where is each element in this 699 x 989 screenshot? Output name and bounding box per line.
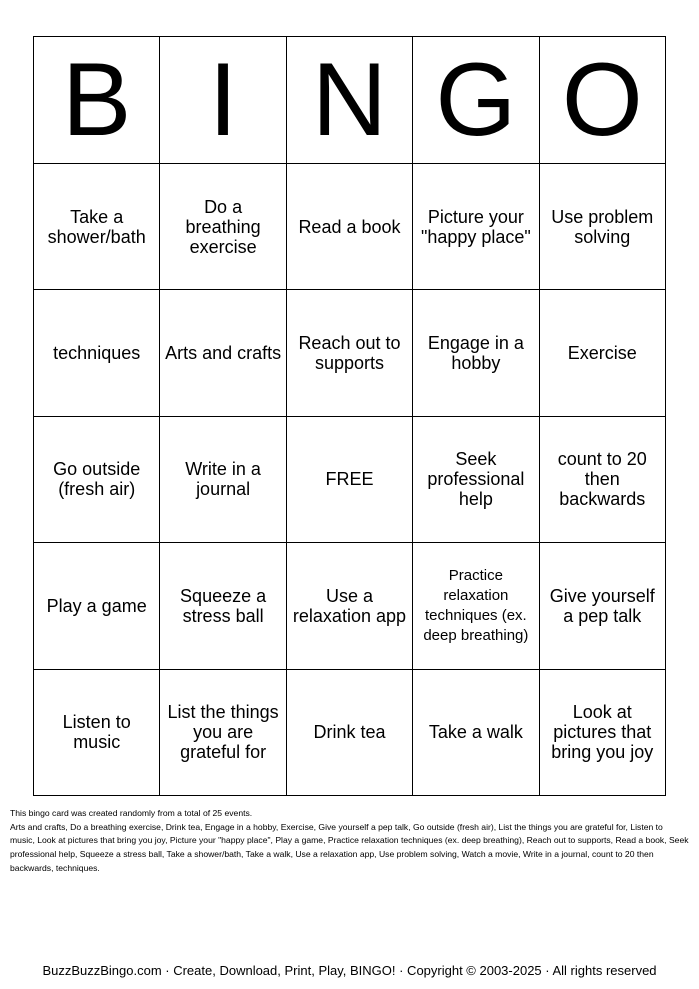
bingo-cell: Exercise (539, 290, 665, 416)
bingo-cell: Listen to music (34, 669, 160, 795)
bingo-row (34, 290, 666, 416)
bingo-cell: Give yourself a pep talk (539, 543, 665, 669)
bingo-cell: Engage in a hobby (413, 290, 539, 416)
bingo-cell: Look at pictures that bring you joy (539, 669, 665, 795)
bingo-cell: Play a game (34, 543, 160, 669)
bingo-cell: Take a shower/bath (34, 164, 160, 290)
bingo-card (33, 36, 666, 796)
bingo-cell: Arts and crafts (160, 290, 286, 416)
bingo-cell: List the things you are grateful for (160, 669, 286, 795)
bingo-cell: Practice relaxation techniques (ex. deep breathing) (413, 543, 539, 669)
bingo-cell: Drink tea (286, 669, 412, 795)
card-footnote (10, 807, 690, 876)
bingo-cell: Use a relaxation app (286, 543, 412, 669)
header-letter-i: I (160, 37, 286, 164)
bingo-row (34, 669, 666, 795)
bingo-row (34, 416, 666, 542)
bingo-header-row (34, 37, 666, 164)
bingo-cell: Do a breathing exercise (160, 164, 286, 290)
bingo-cell: Picture your "happy place" (413, 164, 539, 290)
bingo-cell: Write in a journal (160, 416, 286, 542)
bingo-cell: techniques (34, 290, 160, 416)
bingo-cell: Reach out to supports (286, 290, 412, 416)
bingo-row (34, 543, 666, 669)
header-letter-n: N (286, 37, 412, 164)
header-letter-o: O (539, 37, 665, 164)
bingo-cell: Read a book (286, 164, 412, 290)
bingo-cell: Take a walk (413, 669, 539, 795)
bingo-row (34, 164, 666, 290)
site-footer: BuzzBuzzBingo.com · Create, Download, Print, Play, BINGO! · Copyright © 2003-2025 · All rights reserved (42, 963, 657, 978)
bingo-cell: Seek professional help (413, 416, 539, 542)
footnote-intro: This bingo card was created randomly from a total of 25 events. (10, 808, 253, 818)
bingo-cell: count to 20 then backwards (539, 416, 665, 542)
header-letter-g: G (413, 37, 539, 164)
free-space: FREE (286, 416, 412, 542)
header-letter-b: B (34, 37, 160, 164)
bingo-cell: Go outside (fresh air) (34, 416, 160, 542)
bingo-cell: Squeeze a stress ball (160, 543, 286, 669)
bingo-cell: Use problem solving (539, 164, 665, 290)
footnote-events-list: Arts and crafts, Do a breathing exercise, Drink tea, Engage in a hobby, Exercise, Give yourself a pep talk, Go outside (fresh air), List the things you are grateful for, Listen to music, Look at pictures that bring you joy, Picture your "happy place", Play a game, Practice relaxation techniques (ex. deep breathing), Reach out to supports, Read a book, Seek professional help, Squeeze a stress ball, Take a shower/bath, Take a walk, Use a relaxation app, Use problem solving, Watch a movie, Write in a journal, count to 20 then backwards, techniques. (10, 821, 689, 873)
